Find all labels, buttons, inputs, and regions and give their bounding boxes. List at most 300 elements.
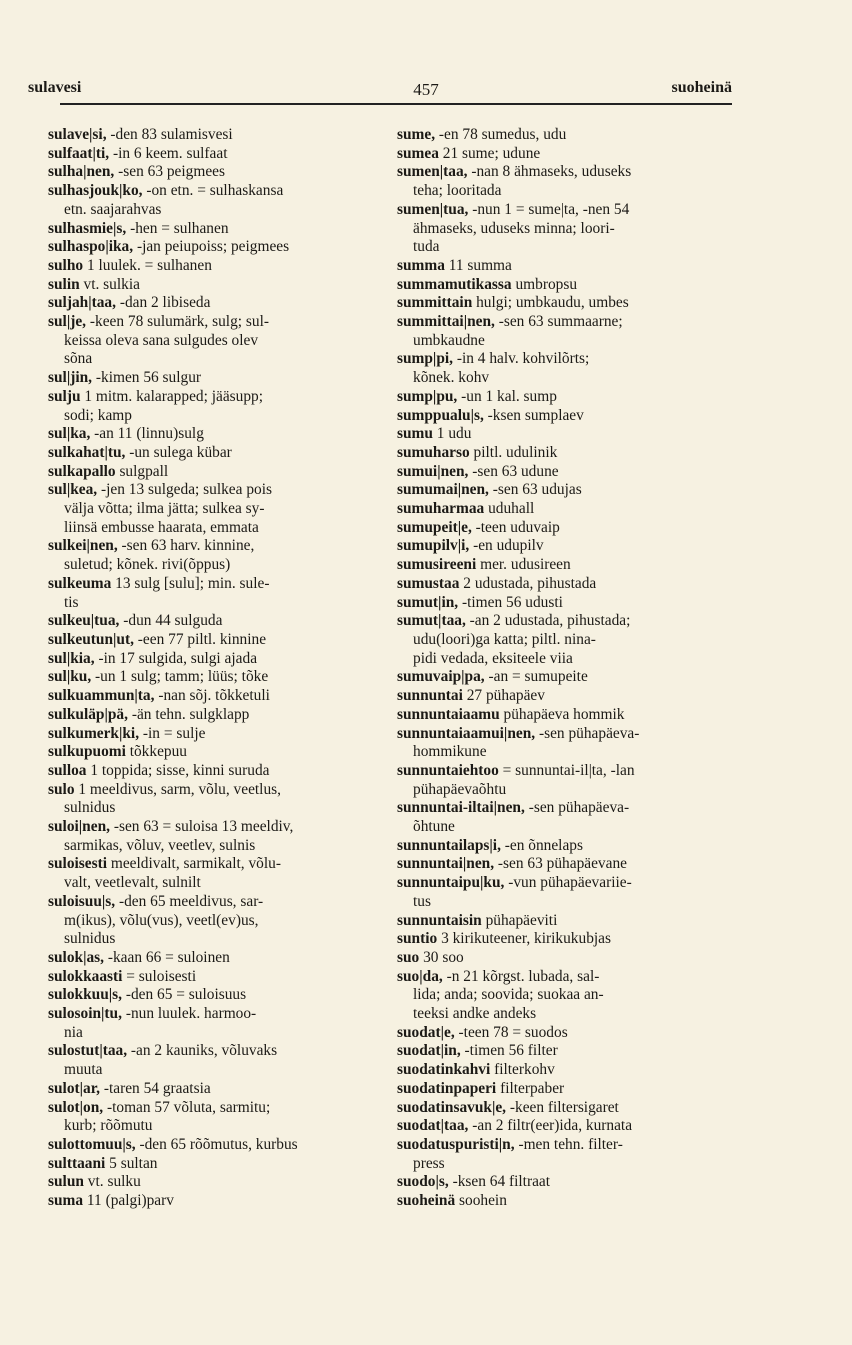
headword: sumustaa	[397, 574, 460, 592]
headword: sumuharmaa	[397, 500, 485, 518]
dictionary-entry	[397, 1099, 742, 1118]
definition: -on etn. = sulhaskansa	[142, 182, 284, 200]
definition: -een 77 piltl. kinnine	[133, 630, 267, 648]
dictionary-entry	[397, 500, 742, 519]
dictionary-entry	[397, 1173, 742, 1192]
entry-continuation	[48, 594, 388, 613]
headword: sul|kia,	[48, 649, 95, 667]
definition: udu(loori)ga katta; piltl. nina-	[413, 630, 596, 648]
dictionary-entry	[397, 687, 742, 706]
entry-continuation	[397, 986, 742, 1005]
headword: sulottomuu|s,	[48, 1135, 136, 1153]
definition: -hen = sulhanen	[126, 219, 229, 237]
entry-continuation	[48, 874, 388, 893]
definition: 2 udustada, pihustada	[459, 574, 597, 592]
headword: suoheinä	[397, 1192, 456, 1210]
dictionary-entry	[48, 481, 388, 500]
entry-continuation	[397, 220, 742, 239]
definition: sõna	[64, 350, 93, 368]
definition: 21 sume; udune	[438, 144, 541, 162]
dictionary-entry	[48, 1080, 388, 1099]
dictionary-entry	[397, 537, 742, 556]
headword: sulkapallo	[48, 462, 116, 480]
definition: õhtune	[413, 818, 455, 836]
definition: -an 2 kauniks, võluvaks	[127, 1042, 278, 1060]
entry-continuation	[48, 930, 388, 949]
entry-continuation	[397, 369, 742, 388]
headword: sulho	[48, 256, 84, 274]
dictionary-entry	[397, 912, 742, 931]
definition: -en 78 sumedus, udu	[435, 126, 567, 143]
definition: press	[413, 1154, 445, 1172]
dictionary-entry	[397, 257, 742, 276]
definition: piltl. udulinik	[469, 443, 558, 461]
dictionary-entry	[397, 425, 742, 444]
headword: suljah|taa,	[48, 294, 116, 312]
definition: 5 sultan	[105, 1154, 158, 1172]
headword: sul|ku,	[48, 668, 92, 686]
dictionary-entry	[48, 238, 388, 257]
dictionary-entry	[48, 1192, 388, 1211]
definition: -jen 13 sulgeda; sulkea pois	[97, 481, 272, 499]
definition: filterpaber	[496, 1079, 565, 1097]
dictionary-entry	[48, 444, 388, 463]
definition: 1 udu	[432, 425, 472, 443]
definition: 13 sulg [sulu]; min. sule-	[111, 574, 270, 592]
dictionary-entry	[48, 781, 388, 800]
headword: sulttaani	[48, 1154, 106, 1172]
definition: -sen 63 udune	[468, 462, 559, 480]
definition: -sen 63 peigmees	[114, 163, 225, 181]
definition: lida; anda; soovida; suokaa an-	[413, 986, 604, 1004]
headword: suloisesti	[48, 855, 108, 873]
headword: sulok|as,	[48, 948, 105, 966]
headword: summittai|nen,	[397, 313, 495, 331]
definition: m(ikus), võlu(vus), veetl(ev)us,	[64, 911, 259, 929]
dictionary-entry	[48, 575, 388, 594]
headword: summa	[397, 256, 445, 274]
dictionary-entry	[48, 762, 388, 781]
left-column	[48, 126, 388, 1211]
headword: sulhaspo|ika,	[48, 238, 134, 256]
headword: sulostut|taa,	[48, 1042, 128, 1060]
headword: sulfaat|ti,	[48, 144, 110, 162]
entry-continuation	[397, 238, 742, 257]
dictionary-entry	[397, 874, 742, 893]
headword: suodatinkahvi	[397, 1061, 491, 1079]
headword: sunnuntai-iltai|nen,	[397, 799, 525, 817]
definition: pühapäeva hommik	[499, 705, 625, 723]
definition: -en õnnelaps	[500, 836, 583, 854]
definition: -in = sulje	[139, 724, 206, 742]
definition: -an 2 filtr(eer)ida, kurnata	[468, 1117, 633, 1135]
definition: -dan 2 libiseda	[115, 294, 211, 312]
dictionary-entry	[397, 276, 742, 295]
dictionary-entry	[48, 145, 388, 164]
entry-continuation	[397, 743, 742, 762]
headword: sulhasjouk|ko,	[48, 182, 143, 200]
left-guide-word: sulavesi	[28, 79, 82, 96]
entry-continuation	[48, 500, 388, 519]
dictionary-entry	[48, 163, 388, 182]
dictionary-entry	[48, 612, 388, 631]
definition: sulnidus	[64, 799, 116, 817]
definition: suletud; kõnek. rivi(õppus)	[64, 556, 231, 574]
dictionary-entry	[397, 519, 742, 538]
headword: sulju	[48, 387, 81, 405]
headword: sumut|taa,	[397, 612, 466, 630]
headword: sunnuntaiaamui|nen,	[397, 724, 536, 742]
headword: sulkuläp|pä,	[48, 705, 128, 723]
headword: sunnuntai	[397, 687, 463, 705]
entry-continuation	[397, 332, 742, 351]
headword: summittain	[397, 294, 473, 312]
headword: sunnuntaisin	[397, 911, 482, 929]
dictionary-entry	[397, 725, 742, 744]
headword: sulokkuu|s,	[48, 986, 122, 1004]
definition: keissa oleva sana sulgudes olev	[64, 331, 259, 349]
entry-continuation	[48, 912, 388, 931]
definition: kõnek. kohv	[413, 369, 490, 387]
dictionary-entry	[48, 1005, 388, 1024]
headword: sunnuntaiaamu	[397, 705, 500, 723]
definition: kurb; rõõmutu	[64, 1117, 153, 1135]
headword: suodat|in,	[397, 1042, 461, 1060]
headword: sumusireeni	[397, 556, 477, 574]
definition: -nun 1 = sume|ta, -nen 54	[468, 200, 630, 218]
page-number: 457	[413, 80, 439, 99]
dictionary-entry	[397, 145, 742, 164]
definition: hommikune	[413, 743, 487, 761]
definition: vt. sulku	[83, 1173, 141, 1191]
dictionary-entry	[48, 276, 388, 295]
definition: tus	[413, 892, 431, 910]
entry-continuation	[48, 350, 388, 369]
definition: muuta	[64, 1061, 103, 1079]
definition: pühapäevaõhtu	[413, 780, 507, 798]
dictionary-entry	[48, 968, 388, 987]
definition: -än tehn. sulgklapp	[127, 705, 250, 723]
entry-continuation	[48, 519, 388, 538]
definition: -un sulega kübar	[125, 443, 232, 461]
headword: sul|jin,	[48, 369, 93, 387]
definition: -teen 78 = suodos	[454, 1023, 568, 1041]
definition: -sen pühapäeva-	[524, 799, 630, 817]
dictionary-entry	[397, 1192, 742, 1211]
headword: suma	[48, 1192, 84, 1210]
headword: sulave|si,	[48, 126, 107, 143]
dictionary-entry	[48, 294, 388, 313]
dictionary-entry	[397, 313, 742, 332]
definition: -n 21 kõrgst. lubada, sal-	[442, 967, 600, 985]
dictionary-entry	[48, 650, 388, 669]
dictionary-entry	[48, 855, 388, 874]
headword: sulot|on,	[48, 1098, 104, 1116]
dictionary-entry	[48, 1173, 388, 1192]
definition: -un 1 sulg; tamm; lüüs; tõke	[91, 668, 269, 686]
definition: -an 11 (linnu)sulg	[90, 425, 204, 443]
headword: suo	[397, 948, 420, 966]
definition: teeksi andke andeks	[413, 1005, 537, 1023]
headword: sump|pu,	[397, 387, 458, 405]
definition: sulnidus	[64, 930, 116, 948]
dictionary-entry	[397, 481, 742, 500]
entry-continuation	[48, 1117, 388, 1136]
dictionary-entry	[397, 1042, 742, 1061]
definition: -timen 56 filter	[460, 1042, 558, 1060]
dictionary-entry	[48, 220, 388, 239]
definition: valt, veetlevalt, sulnilt	[64, 874, 201, 892]
definition: -sen 63 harv. kinnine,	[117, 537, 255, 555]
definition: nia	[64, 1023, 83, 1041]
definition: 27 pühapäev	[462, 687, 545, 705]
definition: ähmaseks, uduseks minna; loori-	[413, 219, 615, 237]
definition: hulgi; umbkaudu, umbes	[472, 294, 629, 312]
headword: sul|kea,	[48, 481, 98, 499]
definition: -nan sõj. tõkketuli	[154, 687, 270, 705]
entry-continuation	[397, 781, 742, 800]
definition: -den 65 rõõmutus, kurbus	[135, 1135, 298, 1153]
headword: sul|je,	[48, 313, 87, 331]
dictionary-entry	[397, 1080, 742, 1099]
headword: sulloa	[48, 761, 87, 779]
headword: sunnuntailaps|i,	[397, 836, 501, 854]
definition: -sen 63 udujas	[488, 481, 582, 499]
definition: pühapäeviti	[481, 911, 558, 929]
header-rule	[60, 103, 732, 105]
dictionary-entry	[48, 986, 388, 1005]
dictionary-entry	[397, 163, 742, 182]
entry-continuation	[397, 1005, 742, 1024]
entry-continuation	[397, 1155, 742, 1174]
entry-continuation	[397, 631, 742, 650]
dictionary-entry	[397, 1061, 742, 1080]
headword: sumea	[397, 144, 439, 162]
definition: -sen 63 = suloisa 13 meeldiv,	[109, 818, 294, 836]
definition: -in 4 halv. kohvilõrts;	[453, 350, 590, 368]
definition: -nun luulek. harmoo-	[121, 1005, 257, 1023]
headword: sumut|in,	[397, 593, 459, 611]
headword: sume,	[397, 126, 436, 143]
dictionary-entry	[397, 294, 742, 313]
definition: 1 luulek. = sulhanen	[83, 256, 212, 274]
definition: -den 83 sulamisvesi	[106, 126, 233, 143]
headword: suodat|taa,	[397, 1117, 469, 1135]
definition: vt. sulkia	[79, 275, 140, 293]
definition: -teen uduvaip	[471, 518, 560, 536]
entry-continuation	[397, 893, 742, 912]
definition: mer. udusireen	[476, 556, 571, 574]
dictionary-entry	[48, 743, 388, 762]
definition: 1 mitm. kalarapped; jääsupp;	[80, 387, 264, 405]
dictionary-entry	[397, 388, 742, 407]
dictionary-entry	[397, 463, 742, 482]
headword: sumupeit|e,	[397, 518, 472, 536]
dictionary-entry	[397, 1024, 742, 1043]
headword: suodat|e,	[397, 1023, 455, 1041]
entry-continuation	[48, 407, 388, 426]
headword: sunnuntaipu|ku,	[397, 874, 505, 892]
definition: -an = sumupeite	[484, 668, 588, 686]
headword: suodatuspuristi|n,	[397, 1135, 515, 1153]
dictionary-entry	[397, 201, 742, 220]
definition: = suloisesti	[122, 967, 197, 985]
dictionary-entry	[48, 725, 388, 744]
definition: = sunnuntai-il|ta, -lan	[498, 761, 635, 779]
definition: -sen pühapäeva-	[535, 724, 640, 742]
dictionary-entry	[48, 1042, 388, 1061]
dictionary-entry	[397, 594, 742, 613]
definition: -timen 56 udusti	[458, 593, 563, 611]
definition: -sen 63 pühapäevane	[494, 855, 627, 873]
definition: -dun 44 sulguda	[119, 612, 223, 630]
definition: liinsä embusse haarata, emmata	[64, 518, 259, 536]
definition: -an 2 udustada, pihustada;	[465, 612, 631, 630]
dictionary-entry	[48, 1155, 388, 1174]
definition: -nan 8 ähmaseks, uduseks	[467, 163, 632, 181]
definition: -ksen sumplaev	[483, 406, 584, 424]
dictionary-entry	[48, 463, 388, 482]
headword: sulha|nen,	[48, 163, 115, 181]
definition: -in 17 sulgida, sulgi ajada	[94, 649, 258, 667]
dictionary-entry	[48, 818, 388, 837]
headword: sumen|tua,	[397, 200, 469, 218]
definition: sarmikas, võluv, veetlev, sulnis	[64, 836, 256, 854]
dictionary-entry	[48, 706, 388, 725]
definition: filterkohv	[490, 1061, 555, 1079]
headword: suodo|s,	[397, 1173, 449, 1191]
dictionary-entry	[48, 537, 388, 556]
dictionary-entry	[48, 631, 388, 650]
definition: meeldivalt, sarmikalt, võlu-	[107, 855, 281, 873]
headword: summamutikassa	[397, 275, 512, 293]
headword: sumupilv|i,	[397, 537, 470, 555]
headword: sulkeuma	[48, 574, 112, 592]
dictionary-entry	[397, 706, 742, 725]
right-column	[397, 126, 742, 1211]
dictionary-entry	[397, 762, 742, 781]
definition: pidi vedada, eksiteele viia	[413, 649, 573, 667]
entry-continuation	[48, 837, 388, 856]
headword: sumumai|nen,	[397, 481, 489, 499]
headword: suodatinpaperi	[397, 1079, 497, 1097]
headword: sunnuntai|nen,	[397, 855, 495, 873]
entry-continuation	[397, 818, 742, 837]
definition: 11 summa	[444, 256, 512, 274]
dictionary-entry	[397, 668, 742, 687]
definition: umbropsu	[511, 275, 578, 293]
definition: -keen 78 sulumärk, sulg; sul-	[86, 313, 269, 331]
definition: -sen 63 summaarne;	[494, 313, 623, 331]
right-guide-word: suoheinä	[671, 79, 732, 96]
definition: -den 65 = suloisuus	[122, 986, 247, 1004]
entry-continuation	[48, 1061, 388, 1080]
headword: sulkuammun|ta,	[48, 687, 155, 705]
definition: uduhall	[484, 500, 535, 518]
headword: sumen|taa,	[397, 163, 468, 181]
definition: -in 6 keem. sulfaat	[109, 144, 228, 162]
headword: sumppualu|s,	[397, 406, 484, 424]
entry-continuation	[397, 182, 742, 201]
headword: sul|ka,	[48, 425, 91, 443]
definition: 1 meeldivus, sarm, võlu, veetlus,	[74, 780, 281, 798]
headword: sumu	[397, 425, 433, 443]
definition: -en udupilv	[469, 537, 544, 555]
dictionary-entry	[397, 556, 742, 575]
definition: sulgpall	[115, 462, 169, 480]
dictionary-entry	[397, 837, 742, 856]
dictionary-entry	[397, 855, 742, 874]
dictionary-entry	[48, 949, 388, 968]
headword: sumuharso	[397, 443, 470, 461]
definition: etn. saajarahvas	[64, 200, 162, 218]
definition: 30 soo	[419, 948, 464, 966]
dictionary-entry	[48, 687, 388, 706]
definition: soohein	[455, 1192, 507, 1210]
entry-continuation	[48, 332, 388, 351]
dictionary-entry	[397, 350, 742, 369]
dictionary-entry	[397, 1136, 742, 1155]
headword: sulkeu|tua,	[48, 612, 120, 630]
headword: suodatinsavuk|e,	[397, 1098, 507, 1116]
entry-continuation	[48, 201, 388, 220]
definition: -vun pühapäevariie-	[504, 874, 632, 892]
entry-continuation	[48, 556, 388, 575]
definition: tis	[64, 593, 79, 611]
entry-continuation	[48, 1024, 388, 1043]
headword: sulkahat|tu,	[48, 443, 126, 461]
definition: -un 1 kal. sump	[457, 387, 557, 405]
dictionary-entry	[48, 668, 388, 687]
headword: suntio	[397, 930, 438, 948]
headword: sulosoin|tu,	[48, 1005, 122, 1023]
dictionary-entry	[48, 425, 388, 444]
headword: suloi|nen,	[48, 818, 110, 836]
dictionary-entry	[48, 182, 388, 201]
headword: sulkupuomi	[48, 743, 126, 761]
headword: sulkei|nen,	[48, 537, 118, 555]
dictionary-entry	[397, 930, 742, 949]
headword: sulokkaasti	[48, 967, 123, 985]
headword: sulo	[48, 780, 75, 798]
definition: sodi; kamp	[64, 406, 132, 424]
dictionary-entry	[397, 799, 742, 818]
headword: sulhasmie|s,	[48, 219, 127, 237]
headword: sunnuntaiehtoo	[397, 761, 499, 779]
dictionary-entry	[48, 1099, 388, 1118]
dictionary-entry	[397, 407, 742, 426]
entry-continuation	[397, 650, 742, 669]
dictionary-entry	[48, 388, 388, 407]
headword: sumuvaip|pa,	[397, 668, 485, 686]
definition: -jan peiupoiss; peigmees	[133, 238, 290, 256]
dictionary-entry	[397, 949, 742, 968]
definition: 1 toppida; sisse, kinni suruda	[86, 761, 270, 779]
headword: sulun	[48, 1173, 84, 1191]
definition: -kimen 56 sulgur	[92, 369, 202, 387]
definition: välja võtta; ilma jätta; sulkea sy-	[64, 500, 265, 518]
dictionary-entry	[397, 612, 742, 631]
definition: -den 65 meeldivus, sar-	[115, 892, 264, 910]
dictionary-entry	[48, 369, 388, 388]
headword: suo|da,	[397, 967, 443, 985]
definition: umbkaudne	[413, 331, 485, 349]
definition: -kaan 66 = suloinen	[104, 948, 230, 966]
definition: teha; looritada	[413, 182, 502, 200]
definition: tõkkepuu	[125, 743, 187, 761]
definition: -men tehn. filter-	[514, 1135, 623, 1153]
headword: sumui|nen,	[397, 462, 469, 480]
